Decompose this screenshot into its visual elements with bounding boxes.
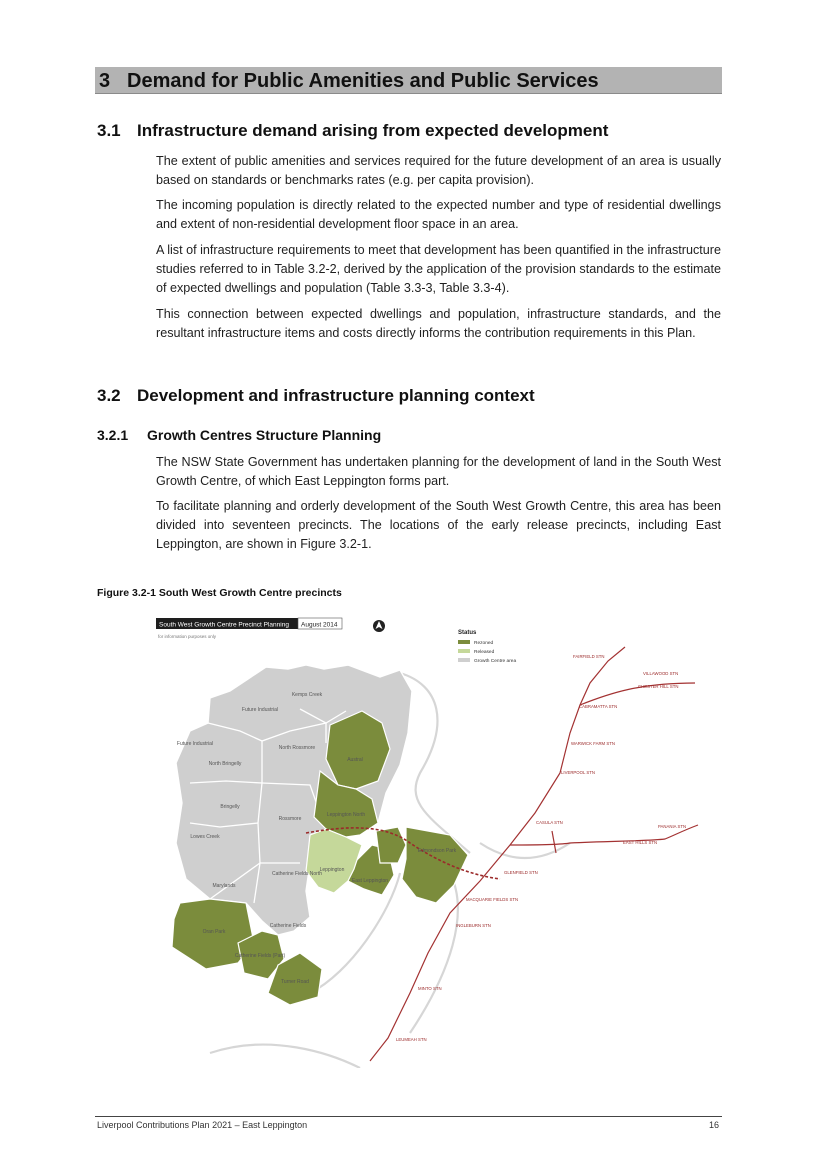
label-fairfield-stn: FAIRFIELD STN (573, 654, 605, 659)
label-catherine-fields: Catherine Fields (269, 923, 307, 929)
footer-divider (95, 1116, 722, 1117)
label-turner-road: Turner Road (281, 979, 309, 985)
precinct-map-svg (150, 613, 710, 1068)
label-chester-hill-stn: CHESTER HILL STN (638, 684, 679, 689)
map-title: South West Growth Centre Precinct Planning (159, 621, 289, 629)
label-liverpool-stn: LIVERPOOL STN (561, 770, 595, 775)
label-edmondson-park: Edmondson Park (417, 848, 457, 854)
legend-swatch-rezoned (458, 640, 470, 644)
heading-3-1-number: 3.1 (97, 121, 121, 140)
north-arrow-icon (373, 620, 385, 632)
paragraph-3-1-a: The extent of public amenities and services required for the future development of an area is usually based on standards or benchmarks rates (e.g. per capita provision). (156, 154, 721, 187)
label-future-industrial-1: Future Industrial (241, 707, 279, 713)
label-rossmore: Rossmore (278, 816, 302, 822)
legend-swatch-growth-centre (458, 658, 470, 662)
map-date: August 2014 (301, 621, 338, 629)
label-austral: Austral (347, 757, 363, 763)
label-ingleburn-stn: INGLEBURN STN (456, 923, 491, 928)
paragraph-3-1-b: The incoming population is directly related to the expected number and type of residential dwellings and extent of non-residential development floor space in an area. (156, 198, 721, 231)
label-warwick-farm-stn: WARWICK FARM STN (571, 741, 615, 746)
label-casula-stn: CASULA STN (536, 820, 563, 825)
growth-centre-area (176, 665, 412, 935)
legend-label-growth-centre: Growth Centre area (474, 659, 517, 664)
label-villawood-stn: VILLAWOOD STN (643, 671, 679, 676)
label-leumeah-stn: LEUMEAH STN (396, 1037, 427, 1042)
paragraph-3-2-1-a: The NSW State Government has undertaken planning for the development of land in the South West Growth Centre, of which East Leppington forms part. (156, 455, 721, 488)
label-east-leppington: East Leppington (351, 878, 389, 884)
label-minto-stn: MINTO STN (418, 986, 442, 991)
legend-label-rezoned: Rezoned (474, 641, 494, 646)
label-leppington: Leppington (319, 867, 345, 873)
label-kemps-creek: Kemps Creek (291, 692, 323, 698)
section-number: 3 (99, 70, 111, 92)
label-catherine-fields-part: Catherine Fields (Part) (234, 953, 286, 959)
footer-page-number: 16 (709, 1120, 720, 1130)
legend-title: Status (458, 630, 477, 636)
legend-swatch-released (458, 649, 470, 653)
label-lowes-creek: Lowes Creek (190, 834, 220, 840)
label-macquarie-fields-stn: MACQUARIE FIELDS STN (466, 897, 519, 902)
label-glenfield-stn: GLENFIELD STN (504, 870, 538, 875)
label-cabramatta-stn: CABRAMATTA STN (579, 704, 618, 709)
map-note: for information purposes only (158, 634, 217, 639)
label-bringelly: Bringelly (220, 804, 240, 810)
label-marylands: Marylands (212, 883, 236, 889)
label-north-rossmore: North Rossmore (278, 745, 316, 751)
heading-3-1-title: Infrastructure demand arising from expected development (137, 121, 609, 140)
heading-3-2-title: Development and infrastructure planning context (137, 386, 535, 405)
label-east-hills-stn: EAST HILLS STN (623, 840, 658, 845)
label-panania-stn: PANANIA STN (658, 824, 687, 829)
label-leppington-north: Leppington North (326, 812, 366, 818)
figure-caption: Figure 3.2-1 South West Growth Centre precincts (97, 587, 342, 599)
precinct-map (150, 613, 710, 1068)
precinct-edmondson-park (402, 827, 468, 903)
paragraph-3-1-c: A list of infrastructure requirements to meet that development has been quantified in the infrastructure studies referred to in Table 3.2-2, derived by the application of the provision standards to the estimate of expected dwellings and population (Table 3.3-3, Table 3.3-4). (156, 243, 721, 295)
label-oran-park: Oran Park (202, 929, 226, 935)
section-title: Demand for Public Amenities and Public Services (127, 70, 599, 92)
heading-3-2-1-title: Growth Centres Structure Planning (147, 427, 382, 443)
label-future-industrial-2: Future Industrial (176, 741, 214, 747)
heading-3-2-number: 3.2 (97, 386, 121, 405)
paragraph-3-2-1-b: To facilitate planning and orderly development of the South West Growth Centre, this area has been divided into seventeen precincts. The locations of the early release precincts, including East Leppington, are shown in Figure 3.2-1. (156, 499, 721, 551)
footer-title: Liverpool Contributions Plan 2021 – East Leppington (97, 1120, 308, 1130)
legend-label-released: Released (474, 650, 495, 655)
paragraph-3-1-d: This connection between expected dwellings and population, infrastructure standards, and the resultant infrastructure items and costs directly informs the contribution requirements in this Plan. (156, 307, 721, 340)
label-catherine-fields-north: Catherine Fields North (271, 871, 323, 877)
label-north-bringelly: North Bringelly (208, 761, 242, 767)
heading-3-2-1-number: 3.2.1 (97, 427, 129, 443)
section-heading (95, 67, 722, 94)
